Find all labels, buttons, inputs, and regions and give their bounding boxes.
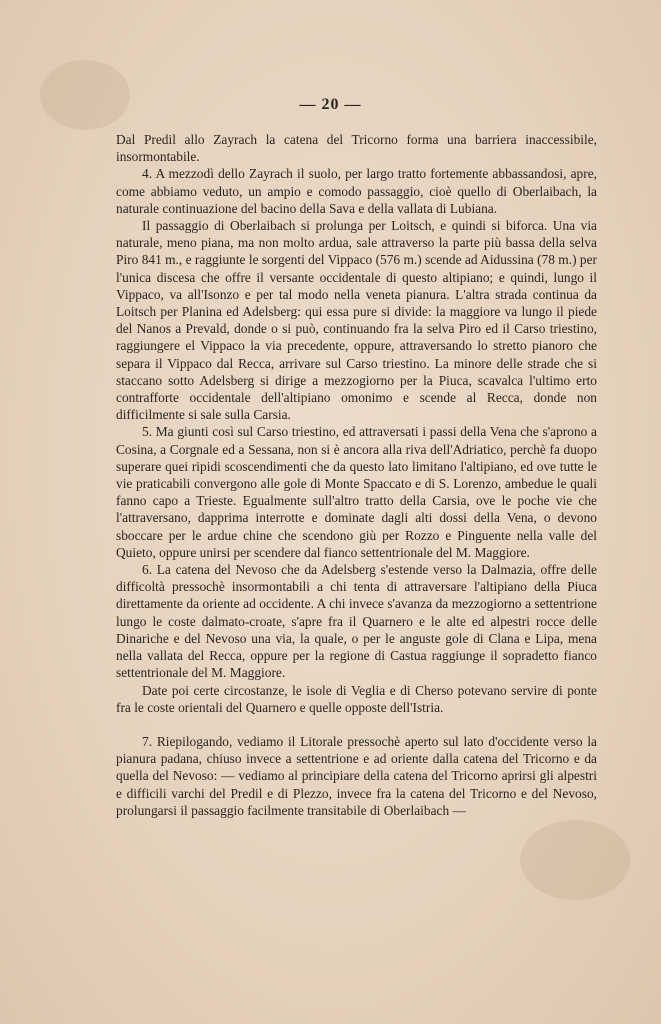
paragraph-spacer	[116, 716, 597, 733]
paragraph: 4. A mezzodì dello Zayrach il suolo, per largo tratto fortemente abbassandosi, apre, come abbiamo veduto, un ampio e comodo passaggio, cioè quello di Oberlaibach, la naturale continuazione del bacino della Sava e della vallata di Lubiana.	[116, 166, 597, 216]
paragraph: 5. Ma giunti così sul Carso triestino, ed attraversati i passi della Vena che s'aprono a Cosina, a Corgnale ed a Sessana, non si è ancora alla riva dell'Adriatico, perchè fa duopo superare quei ripidi scoscendimenti che da questo lato limitano l'altipiano, ed ove tutte le vie praticabili convergono alle gole di Monte Spaccato e di S. Lorenzo, ambedue le quali fanno capo a Trieste. Egualmente sull'altro tratto della Carsia, ove le poche vie che l'attraversano, dapprima interrotte e dominate dagli alti dossi della Vena, o devono sboccare per le ardue chine che scendono giù per Rozzo e Pinguente nella valle del Quieto, oppure unirsi per scendere dal fianco settentrionale del M. Maggiore.	[116, 424, 597, 560]
paragraph: Dal Predil allo Zayrach la catena del Tricorno forma una barriera inaccessibile, insormontabile.	[116, 132, 597, 165]
paragraph: 6. La catena del Nevoso che da Adelsberg s'estende verso la Dalmazia, offre delle difficoltà pressochè insormontabili a chi tenta di attraversare l'altipiano della Piuca direttamente da oriente ad occidente. A chi invece s'avanza da mezzogiorno a settentrione lungo le coste dalmato-croate, s'apre fra il Quarnero e le alte ed alpestri rocce delle Dinariche e del Nevoso una via, la quale, o per le anguste gole di Clana e Lipa, mena nella vallata del Recca, oppure per la regione di Castua raggiunge il sopradetto fianco settentrionale del M. Maggiore.	[116, 562, 597, 681]
paragraph: Il passaggio di Oberlaibach si prolunga per Loitsch, e quindi si biforca. Una via naturale, meno piana, ma non molto ardua, sale attraverso la parte più bassa della selva Piro 841 m., e raggiunte le sorgenti del Vippaco (576 m.) scende ad Aidussina (78 m.) per l'unica discesa che offre il versante occidentale di questo altipiano; e quindi, lungo il Vippaco, va all'Isonzo e per tal modo nella veneta pianura. L'altra strada continua da Loitsch per Planina ed Adelsberg: qui essa pure si divide: la maggiore va lungo il piede del Nanos a Prevald, donde o si può, continuando fra la selva Piro ed il Carso triestino, raggiungere el Vippaco la via precedente, oppure, attraversando lo stretto pianoro che separa il Vippaco dal Recca, arrivare sul Carso triestino. La minore delle strade che si staccano sotto Adelsberg si dirige a mezzogiorno per la Piuca, scavalca l'ultimo erto contrafforte occidentale dell'altipiano omonimo e scende al Recca, donde non difficilmente si sale sulla Carsia.	[116, 218, 597, 423]
paper-stain	[40, 60, 130, 130]
paragraph: Date poi certe circostanze, le isole di Veglia e di Cherso potevano servire di ponte fra le coste orientali del Quarnero e quelle opposte dell'Istria.	[116, 682, 597, 715]
paragraph: 7. Riepilogando, vediamo il Litorale pressochè aperto sul lato d'occidente verso la pianura padana, chiuso invece a settentrione e ad oriente dalla catena del Tricorno e da quella del Nevoso: — vediamo al principiare della catena del Tricorno aprirsi gli alpestri e difficili varchi del Predil e di Plezzo, invece fra la catena del Tricorno e del Nevoso, prolungarsi il passaggio facilmente transitabile di Oberlaibach —	[116, 733, 597, 818]
page-number: — 20 —	[299, 96, 362, 113]
paper-stain	[520, 820, 630, 900]
body-text	[116, 131, 597, 819]
